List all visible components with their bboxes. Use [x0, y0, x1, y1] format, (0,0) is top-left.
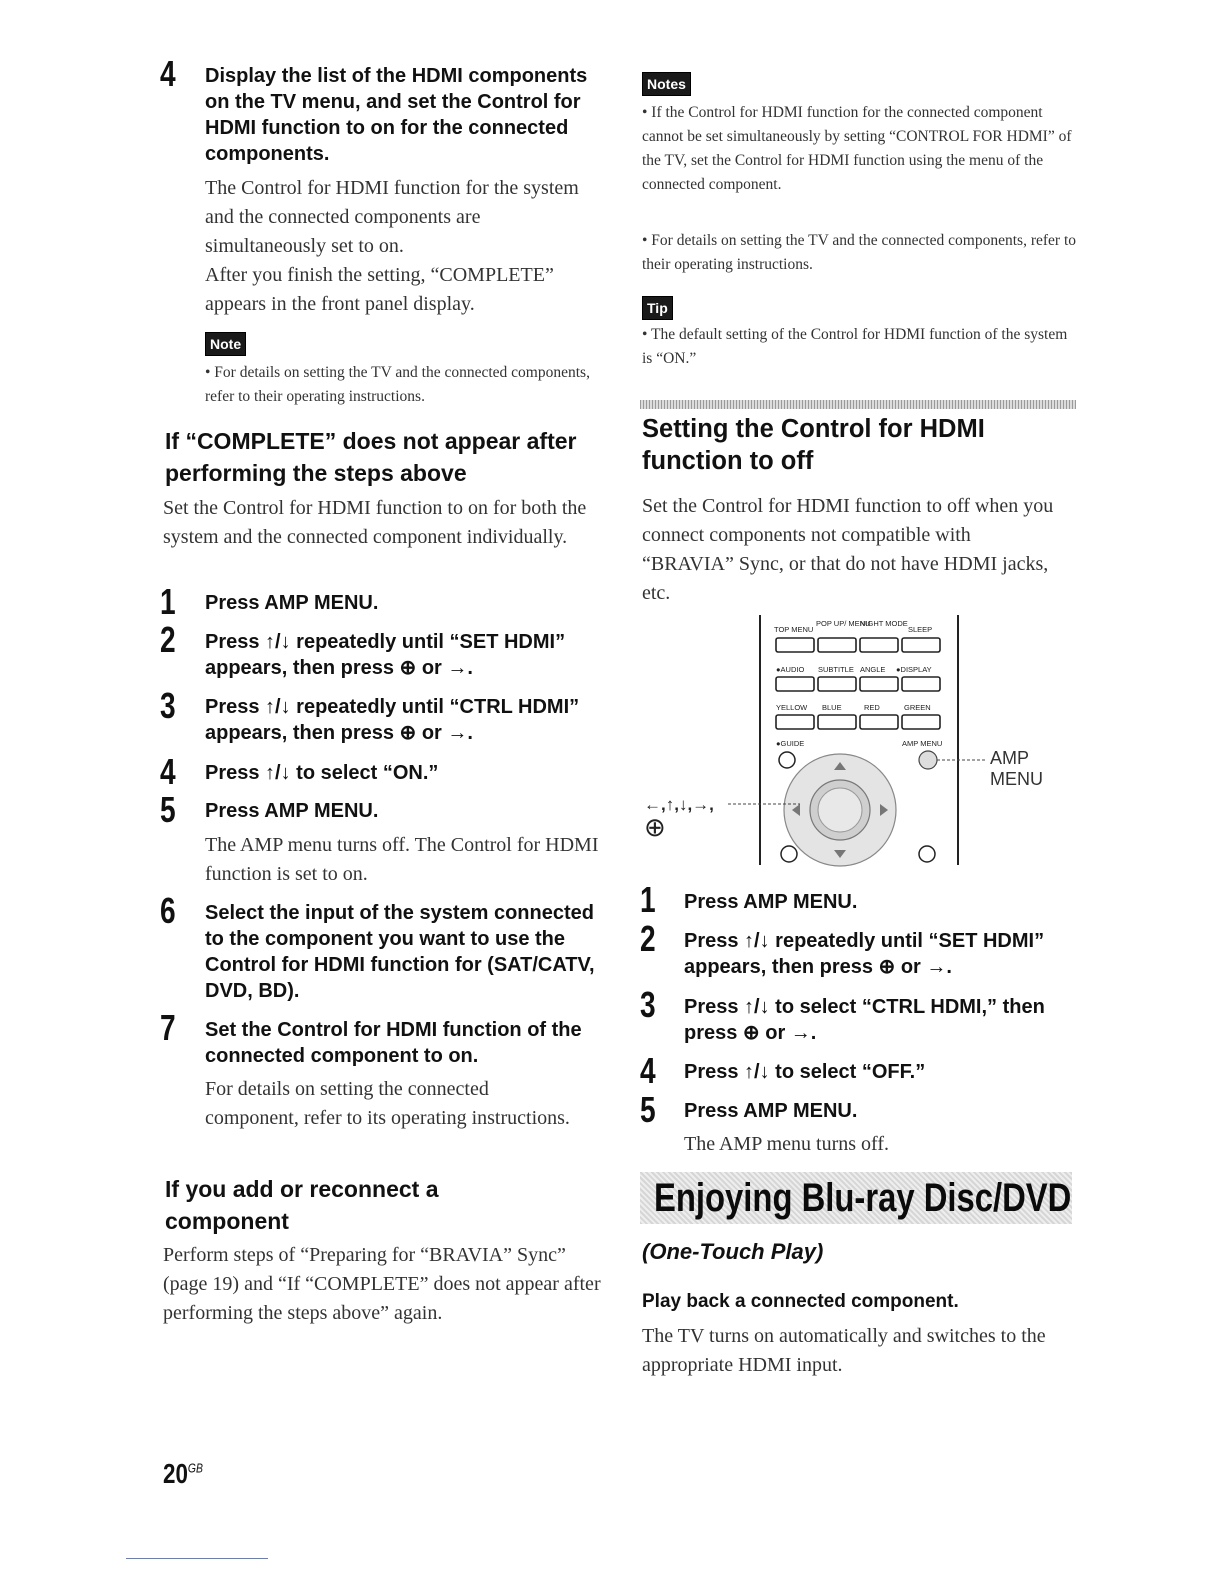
step-number: 4	[160, 53, 176, 94]
remote-label: BLUE	[822, 703, 842, 712]
body-text: The TV turns on automatically and switches to the appropriate HDMI input.	[642, 1325, 1046, 1376]
section-banner	[640, 1172, 1072, 1224]
remote-label: TOP MENU	[774, 625, 814, 634]
remote-label: ANGLE	[860, 665, 886, 674]
step-number: 7	[160, 1007, 176, 1048]
step-text: Press ↑/↓ repeatedly until “SET HDMI” appears, then press ⊕ or →.	[205, 631, 566, 679]
step-number: 3	[160, 685, 176, 726]
body-text: Set the Control for HDMI function to on for both the system and the connected component individually.	[163, 497, 587, 548]
step-text: Select the input of the system connected to the component you want to use the Control for HDMI function for (SAT/CATV, DVD, BD).	[205, 902, 595, 1002]
remote-label: SLEEP	[908, 625, 933, 634]
remote-label: YELLOW	[776, 703, 808, 712]
note-text: • For details on setting the TV and the connected components, refer to their operating instructions.	[642, 232, 1077, 273]
page-number-value: 20	[163, 1458, 188, 1489]
arrow-keys-label: ←,↑,↓,→,	[644, 795, 714, 814]
footer-line	[126, 1558, 268, 1559]
remote-illustration	[640, 610, 1080, 870]
remote-label: POP UP/ MENU	[816, 619, 871, 628]
body-text: The Control for HDMI function for the system and the connected components are simultaneously set to on.	[205, 177, 579, 257]
page-number-suffix: GB	[187, 1460, 203, 1476]
remote-label: ●AUDIO	[776, 665, 805, 674]
step-text: Press AMP MENU.	[205, 592, 379, 614]
step-number: 3	[640, 984, 656, 1025]
step-text: Set the Control for HDMI function of the connected component to on.	[205, 1019, 582, 1067]
step-text: Press AMP MENU.	[684, 891, 858, 913]
notes-badge: Notes	[642, 72, 691, 96]
step-number: 6	[160, 890, 176, 931]
step-text: Press ↑/↓ repeatedly until “CTRL HDMI” appears, then press ⊕ or →.	[205, 696, 580, 744]
section-heading: If you add or reconnect a component	[165, 1176, 439, 1234]
remote-label: AMP MENU	[902, 739, 943, 748]
banner-title: Enjoying Blu-ray Disc/DVD	[654, 1176, 1072, 1220]
remote-label: NIGHT MODE	[860, 619, 908, 628]
remote-label: RED	[864, 703, 880, 712]
body-text: For details on setting the connected component, refer to its operating instructions.	[205, 1078, 570, 1129]
remote-label: ●GUIDE	[776, 739, 805, 748]
step-text: Press AMP MENU.	[205, 800, 379, 822]
note-text: • For details on setting the TV and the connected components, refer to their operating instructions.	[205, 364, 590, 405]
callout-amp: AMP	[990, 748, 1030, 768]
tip-text: • The default setting of the Control for HDMI function of the system is “ON.”	[642, 326, 1068, 367]
play-heading: Play back a connected component.	[642, 1291, 959, 1312]
note-text: • If the Control for HDMI function for the connected component cannot be set simultaneously by setting “CONTROL FOR HDMI” of the TV, set the Control for HDMI function using the menu of the connected component.	[642, 104, 1072, 193]
step-number: 2	[640, 918, 656, 959]
enter-icon: ⊕	[644, 812, 666, 842]
callout-menu: MENU	[990, 769, 1043, 789]
step-text: Press ↑/↓ to select “ON.”	[205, 762, 439, 784]
step-number: 5	[160, 789, 176, 830]
step-number: 2	[160, 619, 176, 660]
page-number	[163, 1458, 203, 1490]
step-number: 5	[640, 1089, 656, 1130]
section-heading: If “COMPLETE” does not appear after performing the steps above	[165, 428, 577, 486]
remote-label: SUBTITLE	[818, 665, 854, 674]
step-text: Press ↑/↓ to select “CTRL HDMI,” then press ⊕ or →.	[684, 996, 1045, 1044]
note-badge: Note	[205, 332, 246, 356]
one-touch-label: (One-Touch Play)	[642, 1239, 824, 1264]
step-number: 4	[640, 1050, 656, 1091]
step-text: Press AMP MENU.	[684, 1100, 858, 1122]
section-rule	[640, 400, 1076, 409]
body-text: Perform steps of “Preparing for “BRAVIA” Sync” (page 19) and “If “COMPLETE” does not appear after performing the steps above” again.	[163, 1244, 601, 1324]
step-number: 1	[640, 879, 656, 920]
body-text: After you finish the setting, “COMPLETE” appears in the front panel display.	[205, 264, 554, 315]
body-text: Set the Control for HDMI function to off when you connect components not compatible with “BRAVIA” Sync, or that do not have HDMI jacks, etc.	[642, 495, 1054, 604]
step-number: 1	[160, 581, 176, 622]
remote-label: ●DISPLAY	[896, 665, 932, 674]
section-heading: Setting the Control for HDMI function to off	[642, 415, 985, 475]
tip-badge: Tip	[642, 296, 673, 320]
step-text: Press ↑/↓ to select “OFF.”	[684, 1061, 926, 1083]
step-text: Press ↑/↓ repeatedly until “SET HDMI” appears, then press ⊕ or →.	[684, 930, 1045, 978]
step-text: Display the list of the HDMI components on the TV menu, and set the Control for HDMI function to on for the connected components.	[205, 65, 588, 165]
body-text: The AMP menu turns off.	[684, 1133, 889, 1155]
step-number: 4	[160, 751, 176, 792]
body-text: The AMP menu turns off. The Control for HDMI function is set to on.	[205, 834, 599, 885]
remote-label: GREEN	[904, 703, 931, 712]
